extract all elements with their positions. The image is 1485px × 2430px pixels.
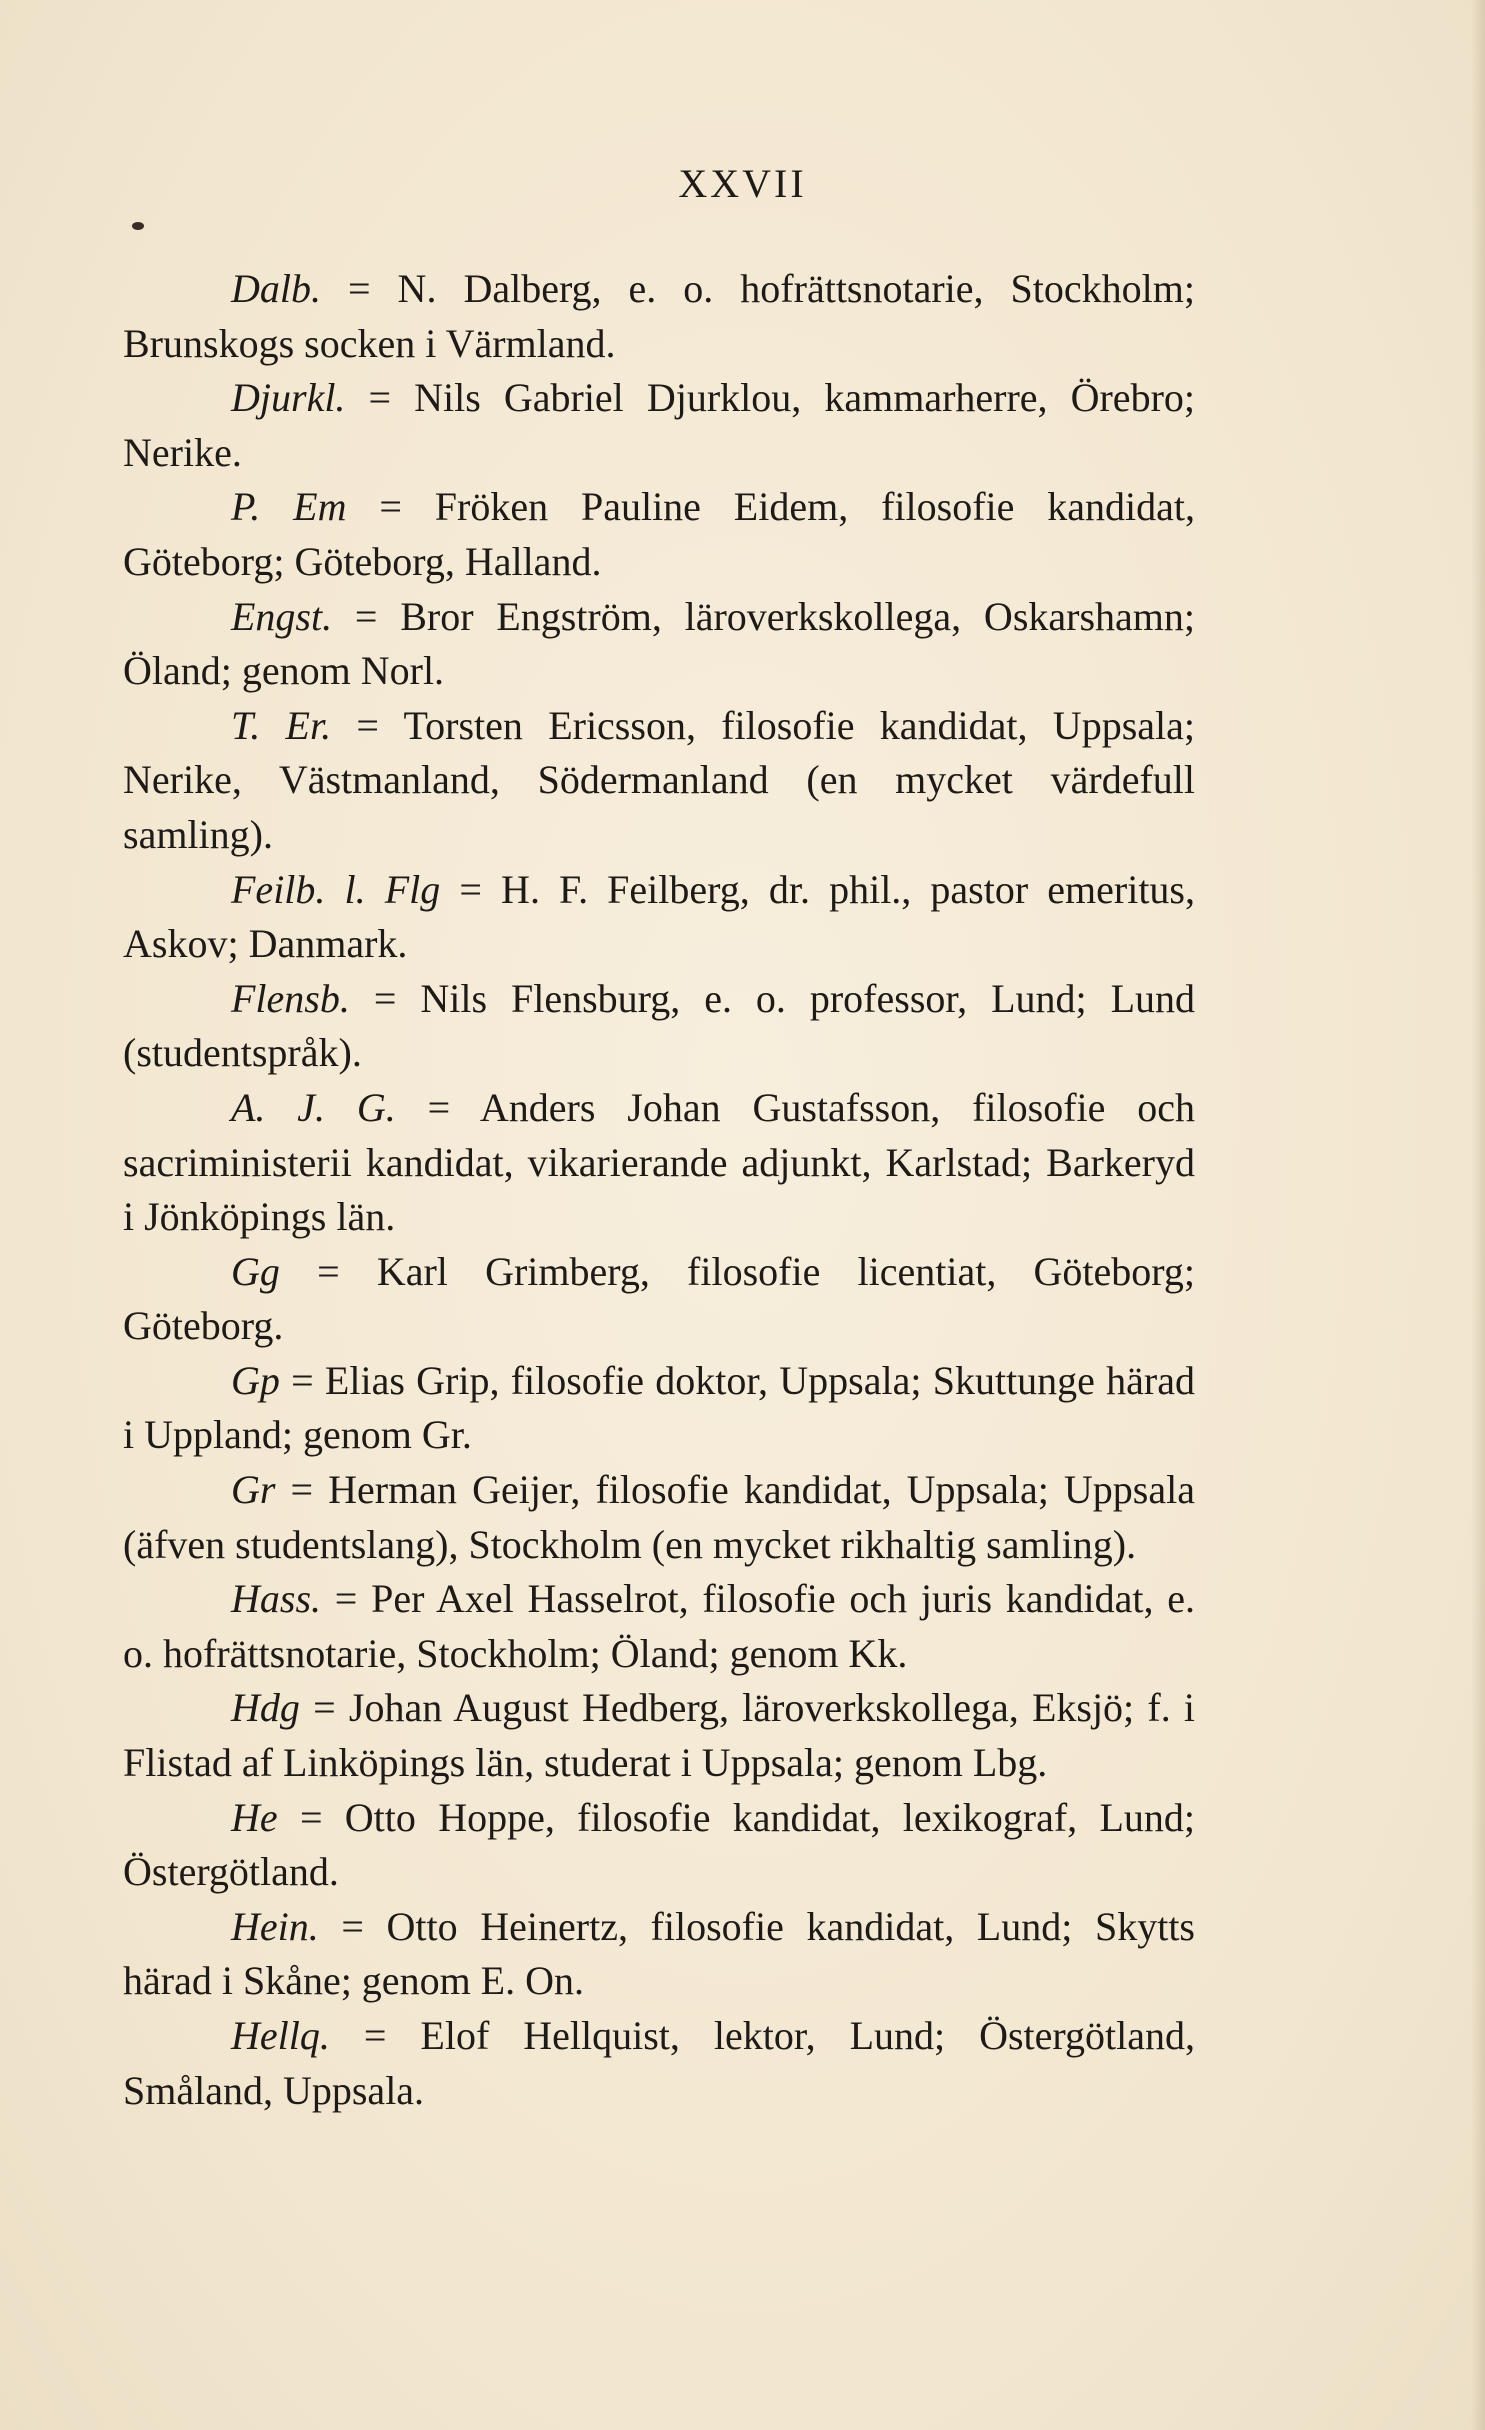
entry-hdg — [123, 1681, 1195, 1790]
page-edge-shadow — [1471, 0, 1485, 2430]
entry-description: = Nils Flensburg, e. o. professor, Lund; Lund (studentspråk). — [123, 975, 1195, 1076]
entry-a-j-g — [123, 1081, 1195, 1245]
abbreviation-list — [123, 262, 1195, 2118]
entry-hein — [123, 1900, 1195, 2009]
entry-description: = Elof Hellquist, lektor, Lund; Östergötland, Småland, Uppsala. — [123, 2013, 1195, 2113]
entry-description: = H. F. Feilberg, dr. phil., pastor emeritus, Askov; Danmark. — [123, 866, 1195, 967]
entry-gr — [123, 1463, 1195, 1572]
entry-description: = Anders Johan Gustafsson, filosofie och sacriministerii kandidat, vikarierande adjunkt, Karlstad; Barkeryd i Jönköpings län. — [123, 1084, 1196, 1240]
page-number: XXVII — [678, 161, 807, 206]
entry-gg — [123, 1245, 1195, 1354]
entry-abbreviation: He — [231, 1794, 278, 1840]
entry-description: = Nils Gabriel Djurklou, kammarherre, Örebro; Nerike. — [123, 375, 1195, 475]
entry-djurkl — [123, 371, 1195, 480]
entry-abbreviation: Hein. — [231, 1903, 319, 1949]
entry-description: = Karl Grimberg, filosofie licentiat, Göteborg; Göteborg. — [123, 1248, 1196, 1349]
entry-abbreviation: Feilb. l. Flg — [231, 866, 441, 912]
entry-abbreviation: Dalb. — [231, 266, 321, 311]
entry-abbreviation: Engst. — [231, 593, 333, 639]
entry-description: = Fröken Pauline Eidem, filosofie kandidat, Göteborg; Göteborg, Halland. — [123, 484, 1195, 584]
entry-abbreviation: Hdg — [231, 1685, 300, 1731]
entry-p-em — [123, 480, 1195, 589]
entry-engst — [123, 590, 1195, 699]
entry-gp — [123, 1354, 1195, 1463]
entry-description: = Otto Hoppe, filosofie kandidat, lexikograf, Lund; Östergötland. — [123, 1794, 1195, 1895]
entry-hellq — [123, 2009, 1195, 2118]
margin-ink-mark — [132, 222, 144, 230]
entry-feilb — [123, 863, 1195, 972]
entry-hass — [123, 1572, 1195, 1681]
entry-description: = Per Axel Hasselrot, filosofie och juris kandidat, e. o. hofrättsnotarie, Stockholm; Öland; genom Kk. — [123, 1576, 1196, 1676]
entry-description: = Elias Grip, filosofie doktor, Uppsala; Skuttunge härad i Uppland; genom Gr. — [123, 1357, 1195, 1458]
entry-abbreviation: Hellq. — [231, 2013, 330, 2058]
entry-description: = Torsten Ericsson, filosofie kandidat, Uppsala; Nerike, Västmanland, Södermanland (en mycket värdefull samling). — [123, 702, 1195, 857]
entry-abbreviation: Djurkl. — [231, 375, 346, 421]
entry-he — [123, 1791, 1195, 1900]
entry-description: = Bror Engström, läroverkskollega, Oskarshamn; Öland; genom Norl. — [123, 593, 1196, 694]
entry-dalb — [123, 262, 1195, 371]
entry-t-er — [123, 699, 1195, 863]
entry-abbreviation: Flensb. — [231, 975, 350, 1021]
entry-description: = Herman Geijer, filosofie kandidat, Uppsala; Uppsala (äfven studentslang), Stockholm (en mycket rikhaltig samling). — [123, 1467, 1195, 1567]
entry-description: = N. Dalberg, e. o. hofrättsnotarie, Stockholm; Brunskogs socken i Värmland. — [123, 266, 1195, 366]
entry-description: = Johan August Hedberg, läroverkskollega, Eksjö; f. i Flistad af Linköpings län, studerat i Uppsala; genom Lbg. — [123, 1685, 1196, 1786]
entry-flensb — [123, 972, 1195, 1081]
entry-abbreviation: Hass. — [231, 1576, 322, 1622]
entry-abbreviation: T. Er. — [231, 702, 332, 748]
entry-abbreviation: Gr — [231, 1467, 276, 1513]
entry-description: = Otto Heinertz, filosofie kandidat, Lund; Skytts härad i Skåne; genom E. On. — [123, 1903, 1195, 2004]
entry-abbreviation: P. Em — [231, 484, 347, 530]
entry-abbreviation: Gp — [231, 1357, 280, 1403]
entry-abbreviation: A. J. G. — [231, 1084, 396, 1130]
entry-abbreviation: Gg — [231, 1248, 280, 1294]
